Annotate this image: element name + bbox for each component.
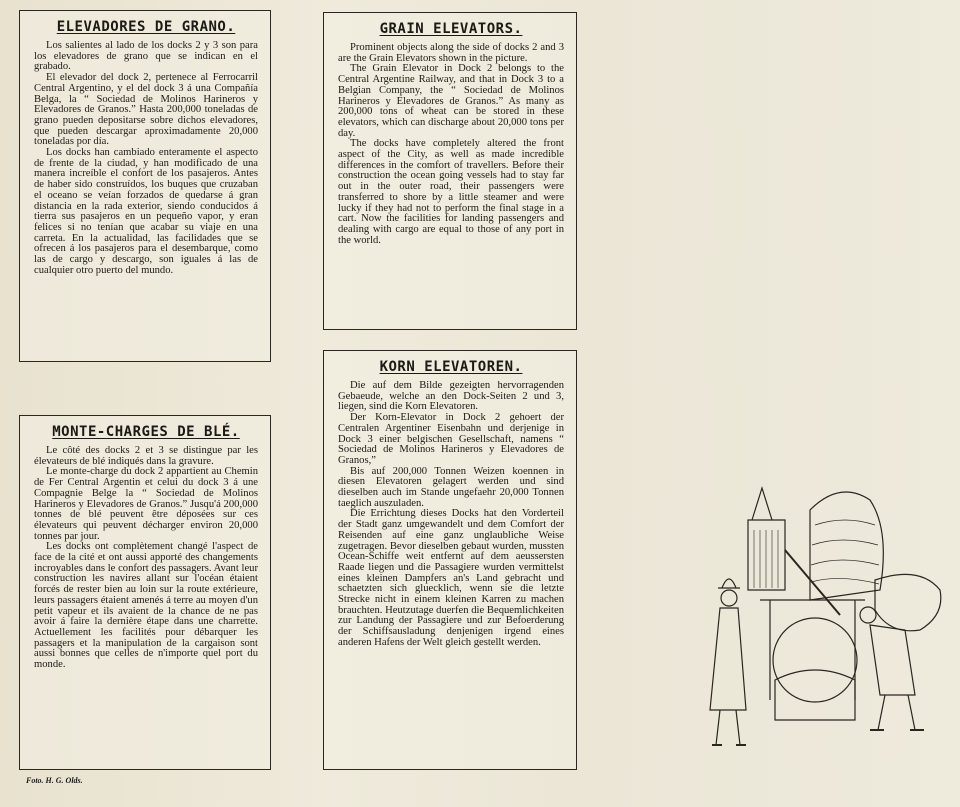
german-paragraph-2: Der Korn-Elevator in Dock 2 gehoert der Centralen Argentiner Eisenbahn und derjenige in Dock 3 einer belgischen Gesellschaft, namens “ Sociedad de Molinos Harineros y Elevadores de Granos,” (338, 412, 564, 466)
spanish-paragraph-3: Los docks han cambiado enteramente el aspecto de frente de la ciudad, y han modificado de una manera increíble el confort de los pasajeros. Antes de haber sido construídos, los buques que cruzaban el oceano se veían forzados de quedarse á gran distancia en la rada exterior, siendo conducidos á tierra sus pasajeros en un pequeño vapor, y eran felices si no tenían que acabar su viaje en una carreta. En la actualidad, las facilidades que se ofrecen á los pasajeros para el desembarque, como las de cargo y descargo, son iguales á las de cualquier otro puerto del mundo. (34, 147, 258, 276)
french-paragraph-1: Le côté des docks 2 et 3 se distingue par les élevateurs de blé indiqués dans la gravure. (34, 445, 258, 467)
spanish-paragraph-1: Los salientes al lado de los docks 2 y 3 son para los elevadores de grano que se indican en el grabado. (34, 40, 258, 73)
french-title: MONTE-CHARGES DE BLÉ. (52, 424, 240, 440)
english-paragraph-3: The docks have completely altered the front aspect of the City, as well as made incredible differences in the comfort of travellers. Before their construction the ocean going vessels had to stay far out in the outer road, their passengers were transferred to shore by a little steamer and were lucky if they had not to perform the final stage in a cart. Now the facilities for landing passengers and dealing with cargo are equal to those of any port in the world. (338, 138, 564, 246)
english-title: GRAIN ELEVATORS. (379, 21, 523, 37)
spanish-title: ELEVADORES DE GRANO. (56, 19, 236, 35)
german-paragraph-4: Die Errichtung dieses Docks hat den Vorderteil der Stadt ganz umgewandelt und dem Comfort der Reisenden auf eine ganz unglaubliche Weise zugetragen. Bevor dieselben gebaut wurden, mussten Ocean-Schiffe weit entfernt auf dem aeussersten Raade liegen und die Passagiere wurden vermittelst eines kleinen Dampfers an's Land gebracht und schaetzten sich gluecklich, wenn sie die letzte Strecke nicht in einem kleinen Karren zu machen brauchten. Heutzutage duerfen die Bequemlichkeiten zur Landung der Passagiere und zur Befoerderung der Schiffsausladung denjenigen irgend eines anderen Hafens der Welt gleich gestellt werden. (338, 508, 564, 648)
english-paragraph-2: The Grain Elevator in Dock 2 belongs to the Central Argentine Railway, and that in Dock 3 to a Belgian Company, the “ Sociedad de Molinos Harineros y Elevadores de Granos.” As many as 200,000 tons of wheat can be stored in these elevators, which can discharge about 20,000 tons per day. (338, 63, 564, 139)
french-paragraph-3: Les docks ont complètement changé l'aspect de face de la cité et ont aussi apporté des changements incroyables dans le confort des passagers. Avant leur construction les navires allant sur l'océan étaient forcés de rester bien au loin sur la route extérieure, leurs passagers étaient amenés á terre au moyen d'un petit vapeur et ils avaient de la chance de ne pas avoir á faire la dernière étape dans une charrette. Actuellement les facilités pour débarquer les passagers et la manipulation de la cargaison sont aussi bonnes que celles de n'importe quel port du monde. (34, 541, 258, 671)
english-text-box (323, 12, 577, 330)
german-paragraph-1: Die auf dem Bilde gezeigten hervorragenden Gebaeude, welche an den Dock-Seiten 2 und 3, liegen, sind die Korn Elevatoren. (338, 380, 564, 413)
german-text-box (323, 350, 577, 770)
french-text-box (19, 415, 271, 770)
spanish-paragraph-2: El elevador del dock 2, pertenece al Ferrocarril Central Argentino, y el del dock 3 á una Compañía Belga, la “ Sociedad de Molinos Harineros y Elevadores de Granos.” Hasta 200,000 toneladas de grano pueden depositarse sobre dichos elevadores, que pueden descargar aproximadamente 20,000 toneladas por día. (34, 72, 258, 148)
spanish-text-box (19, 10, 271, 362)
dock-workers-illustration (690, 470, 955, 770)
german-title: KORN ELEVATOREN. (379, 359, 523, 375)
photo-credit: Foto. H. G. Olds. (26, 776, 83, 785)
french-paragraph-2: Le monte-charge du dock 2 appartient au Chemin de Fer Central Argentin et celui du dock 3 á une Compagnie Belge la “ Sociedad de Molinos Harineros y Elevadores de Granos.” Jusqu'á 200,000 tonnes de blé peuvent être déposées sur ces élevateurs qui peuvent décharger environ 20,000 tonnes par jour. (34, 466, 258, 542)
english-paragraph-1: Prominent objects along the side of docks 2 and 3 are the Grain Elevators shown in the picture. (338, 42, 564, 64)
german-paragraph-3: Bis auf 200,000 Tonnen Weizen koennen in diesen Elevatoren gelagert werden und sind dieselben auch im Stande ungefaehr 20,000 Tonnen taeglich auszuladen. (338, 465, 564, 509)
